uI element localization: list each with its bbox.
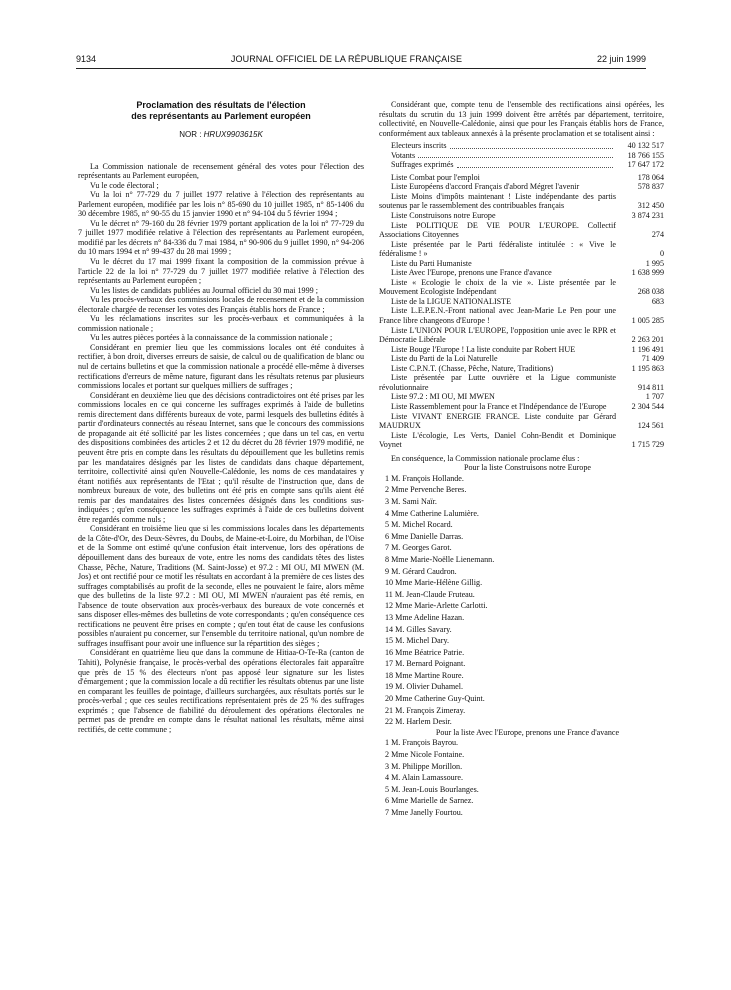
list-result-row: [379, 268, 664, 278]
elected-member: 20 Mme Catherine Guy-Quint.: [385, 694, 485, 704]
elected-member: 18 Mme Martine Roure.: [385, 670, 464, 680]
list-result-row: [379, 306, 664, 325]
list-votes: 0: [659, 249, 664, 259]
elected-member: 10 Mme Marie-Hélène Gillig.: [385, 578, 483, 588]
list-name: Liste présentée par Lutte ouvrière et la Ligue communiste révolutionnaire: [379, 373, 616, 392]
group1-title: Pour la liste Construisons notre Europe: [463, 463, 591, 473]
group1-members: [379, 473, 664, 728]
preamble-paragraph: Vu les listes de candidats publiées au Journal officiel du 30 mai 1999 ;: [90, 285, 318, 295]
list-votes: 274: [651, 230, 664, 240]
elected-member: 22 M. Harlem Desir.: [385, 717, 452, 727]
preamble-paragraph: Vu le code électoral ;: [90, 180, 159, 190]
left-column: [78, 100, 364, 734]
preamble-paragraphs: [78, 162, 364, 735]
issue-date: 22 juin 1999: [596, 54, 646, 64]
list-votes: 1 995: [645, 258, 664, 268]
elected-member: 14 M. Gilles Savary.: [385, 624, 452, 634]
list-name: Liste de la LIGUE NATIONALISTE: [391, 296, 512, 306]
elected-member: 5 M. Michel Rocard.: [385, 520, 453, 530]
elected-member: 1 M. François Bayrou.: [385, 738, 459, 748]
list-result-row: [379, 412, 664, 431]
list-name: Liste Combat pour l'emploi: [391, 172, 480, 182]
elected-member: 3 M. Philippe Morillon.: [385, 761, 463, 771]
list-votes: 683: [651, 296, 664, 306]
list-votes: 2 263 201: [631, 335, 664, 345]
list-name: Liste C.P.N.T. (Chasse, Pêche, Nature, Traditions): [391, 363, 554, 373]
list-name: Liste L.E.P.E.N.-Front national avec Jean-Marie Le Pen pour une France libre changeons d'Europe !: [379, 306, 616, 326]
vote-totals: [379, 141, 664, 170]
proclamation-heading: [78, 100, 364, 122]
nor-code: HRUX9903615K: [203, 130, 263, 139]
elected-member: 9 M. Gérard Caudron.: [385, 566, 457, 576]
preamble-paragraph: Vu le décret n° 79-160 du 28 février 1979 portant application de la loi n° 77-729 du 7 juillet 1977 modifiée relative à l'élection des représentants au Parlement européen, modifié par les décrets n° 84-336 du 7 mai 1984, n° 90-906 du 9 juillet 1990, n° 94-206 du 10 mars 1994 et n° 99-437 du 28 mai 1999 ;: [78, 218, 364, 257]
preamble-paragraph: Vu les procès-verbaux des commissions locales de recensement et de la commission électorale chargée de recenser les votes des Français établis hors de France ;: [78, 295, 364, 314]
group2-members: [379, 737, 664, 818]
list-name: Liste VIVANT ENERGIE FRANCE. Liste conduite par Gérard MAUDRUX: [379, 411, 616, 431]
elected-member: 21 M. François Zimeray.: [385, 705, 466, 715]
list-votes: 578 837: [637, 182, 664, 192]
total-label: Electeurs inscrits: [391, 141, 447, 151]
heading-line-1: Proclamation des résultats de l'élection: [136, 100, 306, 110]
preamble-paragraph: Vu les autres pièces portées à la connaissance de la commission nationale ;: [90, 333, 333, 343]
list-votes: 268 038: [637, 287, 664, 297]
list-votes: 1 707: [645, 392, 664, 402]
elected-member: 7 M. Georges Garot.: [385, 543, 452, 553]
list-votes: 2 304 544: [631, 401, 664, 411]
elected-member: 2 Mme Pervenche Beres.: [385, 485, 467, 495]
elected-member: 4 M. Alain Lamassoure.: [385, 773, 464, 783]
preamble-paragraph: Considérant en quatrième lieu que dans la commune de Hitiaa-O-Te-Ra (canton de Tahiti), Polynésie française, le procès-verbal des opérations électorales fait apparaître que près de 15 % des électeurs n'ont pas apposé leur signature sur les listes d'émargement ; que la commission locale a dû rectifier les résultats obtenus par une liste en comparant les feuilles de pointage, d'ailleurs surchargées, aux résultats portés sur le procès-verbal ; que ces seules rectifications représentaient près de 25 % des suffrages exprimés ; que l'absence de fiabilité du déroulement des opérations électorales ne permet pas de prendre en compte dans le résultat national les résultats, même ainsi rectifiés, de cette commune ;: [78, 648, 364, 734]
heading-line-2: des représentants au Parlement européen: [131, 111, 311, 121]
total-row: [379, 160, 664, 170]
list-result-row: [379, 364, 664, 374]
preamble-paragraph: Vu le décret du 17 mai 1999 fixant la composition de la commission prévue à l'article 22 de la loi n° 77-729 du 7 juillet 1977 modifiée relative à l'élection des représentants au Parlement européen ;: [78, 257, 364, 286]
page-number: 9134: [76, 54, 97, 64]
list-name: Liste L'UNION POUR L'EUROPE, l'opposition unie avec le RPR et Démocratie Libérale: [379, 325, 616, 345]
list-result-row: [379, 402, 664, 412]
list-name: Liste POLITIQUE DE VIE POUR L'EUROPE. Collectif Associations Citoyennes: [379, 220, 616, 240]
nor-reference: [78, 130, 364, 140]
list-votes: 124 561: [637, 421, 664, 431]
results-intro: Considérant que, compte tenu de l'ensemble des rectifications ainsi opérées, les résultats du scrutin du 13 juin 1999 doivent être arrêtés par département, territoire, collectivité, en Nouvelle-Calédonie, ainsi que pour les Français établis hors de France, conformément aux tableaux annexés à la présente proclamation et se totalisent ainsi :: [379, 100, 664, 138]
list-votes: 1 195 863: [631, 363, 664, 373]
list-result-row: [379, 392, 664, 402]
list-result-row: [379, 431, 664, 450]
preamble-paragraph: Vu les réclamations inscrites sur les procès-verbaux et communiquées à la commission nationale ;: [78, 314, 364, 333]
list-result-row: [379, 373, 664, 392]
list-name: Liste Avec l'Europe, prenons une France d'avance: [391, 268, 552, 278]
list-result-row: [379, 259, 664, 269]
list-result-row: [379, 278, 664, 297]
list-result-row: [379, 354, 664, 364]
elected-member: 1 M. François Hollande.: [385, 473, 464, 483]
list-votes: 312 450: [637, 201, 664, 211]
elected-member: 2 Mme Nicole Fontaine.: [385, 749, 465, 759]
list-name: Liste Européens d'accord Français d'abord Mégret l'avenir: [391, 182, 580, 192]
list-votes: 71 409: [641, 354, 664, 364]
list-name: Liste Construisons notre Europe: [391, 211, 496, 221]
list-result-row: [379, 211, 664, 221]
preamble-paragraph: La Commission nationale de recensement général des votes pour l'élection des représentants au Parlement européen,: [78, 161, 364, 181]
total-value: 40 132 517: [627, 141, 664, 151]
list-votes: 914 811: [637, 382, 664, 392]
elected-member: 8 Mme Marie-Noëlle Lienemann.: [385, 554, 495, 564]
total-value: 17 647 172: [627, 160, 664, 170]
list-name: Liste Bouge l'Europe ! La liste conduite par Robert HUE: [391, 344, 576, 354]
list-result-row: [379, 326, 664, 345]
list-name: Liste « Ecologie le choix de la vie ». Liste présentée par le Mouvement Ecologiste Indépendant: [379, 277, 616, 297]
preamble-paragraph: Considérant en troisième lieu que si les commissions locales dans les départements de la Côte-d'Or, des Deux-Sèvres, du Doubs, de Maine-et-Loire, du Morbihan, de l'Oise et de la Somme ont estimé qu'une confusion était intervenue, lors des opérations de dépouillement dans des bureaux de vote, entre les noms des candidats têtes des listes Chasse, Pêche, Nature, Traditions (M. Saint-Josse) et 97.2 : MI OU, MI MWEN (M. Jos) et ont rectifié pour ce motif les résultats en accordant à la première de ces listes des suffrages comptabilisés au profit de la seconde, elles ne pouvaient le faire, alors même que des bulletins de la liste 97.2 : MI OU, MI MWEN n'auraient pas été remis, en l'absence de toute observation aux procès-verbaux des bureaux de vote concernés et sans disposer elles-mêmes des bulletins de vote correspondants ; qu'en conséquence ces rectifications ne peuvent être prises en compte ; qu'en tout état de cause les confusions possibles n'auraient pu concerner, sur l'ensemble du territoire national, qu'un nombre de suffrages insuffisant pour avoir une influence sur la répartition des sièges ;: [78, 524, 364, 648]
list-name: Liste du Parti Humaniste: [391, 258, 472, 268]
list-name: Liste L'écologie, Les Verts, Daniel Cohn-Bendit et Dominique Voynet: [379, 430, 616, 450]
header-rule: [76, 68, 646, 69]
list-votes: 1 638 999: [631, 268, 664, 278]
elected-member: 5 M. Jean-Louis Bourlanges.: [385, 784, 479, 794]
elected-member: 4 Mme Catherine Lalumière.: [385, 508, 479, 518]
total-label: Suffrages exprimés: [391, 160, 454, 170]
elected-member: 12 Mme Marie-Arlette Carlotti.: [385, 601, 488, 611]
consequence-text: En conséquence, la Commission nationale proclame élus :: [391, 453, 580, 463]
leader-dots: [457, 167, 613, 168]
list-votes: 178 064: [637, 172, 664, 182]
list-result-row: [379, 182, 664, 192]
elected-member: 16 Mme Béatrice Patrie.: [385, 647, 465, 657]
preamble-paragraph: Vu la loi n° 77-729 du 7 juillet 1977 relative à l'élection des représentants au Parlement européen, modifiée par les lois n° 85-690 du 10 juillet 1985, n° 85-1406 du 30 décembre 1985, n° 90-55 du 15 janvier 1990 et n° 94-104 du 5 février 1994 ;: [78, 190, 364, 219]
list-result-row: [379, 345, 664, 355]
list-name: Liste Rassemblement pour la France et l'Indépendance de l'Europe: [391, 401, 607, 411]
right-column: [379, 100, 664, 819]
list-votes: 1 005 285: [631, 316, 664, 326]
list-votes: 3 874 231: [631, 211, 664, 221]
leader-dots: [450, 148, 613, 149]
list-votes: 1 715 729: [631, 440, 664, 450]
elected-member: 7 Mme Janelly Fourtou.: [385, 807, 463, 817]
elected-member: 13 Mme Adeline Hazan.: [385, 612, 465, 622]
elected-member: 11 M. Jean-Claude Fruteau.: [385, 589, 475, 599]
list-name: Liste du Parti de la Loi Naturelle: [391, 354, 498, 364]
list-result-row: [379, 221, 664, 240]
elected-member: 15 M. Michel Dary.: [385, 636, 449, 646]
list-result-row: [379, 297, 664, 307]
list-result-row: [379, 240, 664, 259]
elected-member: 6 Mme Marielle de Sarnez.: [385, 796, 474, 806]
total-row: [379, 141, 664, 151]
journal-title: JOURNAL OFFICIEL DE LA RÉPUBLIQUE FRANÇAISE: [230, 54, 463, 64]
page-header: [76, 52, 646, 66]
list-votes: 1 196 491: [631, 344, 664, 354]
elected-member: 17 M. Bernard Poignant.: [385, 659, 466, 669]
list-result-row: [379, 192, 664, 211]
list-results: [379, 173, 664, 450]
leader-dots: [418, 157, 613, 158]
elected-member: 3 M. Sami Naïr.: [385, 496, 437, 506]
list-result-row: [379, 173, 664, 183]
preamble-paragraph: Considérant en premier lieu que les commissions locales ont été conduites à rectifier, à bon droit, diverses erreurs de saisie, de calcul ou de qualification de blanc ou nul de certains bulletins et que la commission nationale a procédé elle-même à diverses rectifications d'erreurs de même nature, figurant dans les résultats retenus par plusieurs commissions locales et portant sur quelques milliers de suffrages ;: [78, 342, 364, 391]
nor-label: NOR :: [179, 130, 202, 139]
total-row: [379, 151, 664, 161]
list-name: Liste 97.2 : MI OU, MI MWEN: [391, 392, 495, 402]
elected-member: 6 Mme Danielle Darras.: [385, 531, 464, 541]
list-name: Liste présentée par le Parti fédéraliste intitulée : « Vive le fédéralisme ! »: [379, 239, 616, 259]
total-label: Votants: [391, 150, 416, 160]
total-value: 18 766 155: [627, 150, 664, 160]
preamble-paragraph: Considérant en deuxième lieu que des décisions contradictoires ont été prises par les commissions locales en ce qui concerne les suffrages exprimés à l'aide de bulletins remis directement dans différents bureaux de vote, parmi lesquels des bulletins édités à partir d'ordinateurs connectés au réseau Internet, sans que le concours des commissions de propagande ait été sollicité par les listes concernées ; que dans un tel cas, en vertu des dispositions combinées des articles 2 et 12 du décret du 28 février 1979 modifié, ne peuvent être pris en compte dans les résultats du dépouillement que les bulletins remis par les mandataires désignés par les listes de candidats dans chaque département, territoire, collectivité ainsi qu'en Nouvelle-Calédonie, les noms de ces mandataires y étant notifiés aux représentants de l'Etat ; qu'il résulte de l'instruction que, dans de nombreux bureaux de vote, des bulletins ont été pris en compte sans qu'ils aient été remis par des mandataires des listes concernées désignés dans les conditions sus-indiquées ; qu'en conséquence les suffrages exprimés à l'aide de ces bulletins doivent être regardés comme nuls ;: [78, 390, 364, 524]
elected-member: 19 M. Olivier Duhamel.: [385, 682, 464, 692]
group2-title: Pour la liste Avec l'Europe, prenons une France d'avance: [435, 727, 620, 737]
list-name: Liste Moins d'impôts maintenant ! Liste indépendante des partis soutenus par le rassemblement des contribuables français: [379, 191, 616, 211]
